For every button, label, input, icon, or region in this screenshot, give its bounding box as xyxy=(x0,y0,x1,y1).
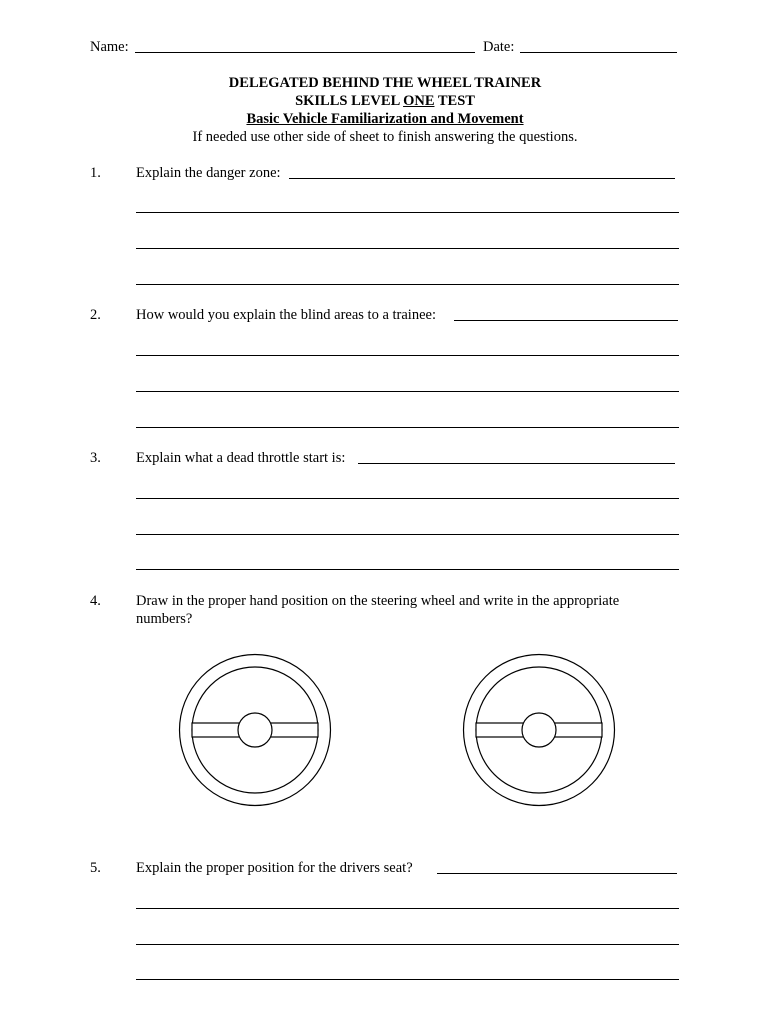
question-text-4-cont: numbers? xyxy=(136,611,193,627)
section-heading xyxy=(0,110,770,128)
name-field[interactable] xyxy=(135,52,475,53)
level-prefix: SKILLS LEVEL xyxy=(295,93,404,109)
answer-line[interactable] xyxy=(136,355,679,356)
question-number-5: 5. xyxy=(90,860,101,876)
question-number-1: 1. xyxy=(90,165,101,181)
page-subtitle-level xyxy=(0,92,770,110)
answer-line[interactable] xyxy=(136,284,679,285)
page-title: DELEGATED BEHIND THE WHEEL TRAINER xyxy=(228,75,542,91)
date-label: Date: xyxy=(483,39,515,55)
answer-line[interactable] xyxy=(136,569,679,570)
answer-line[interactable] xyxy=(136,248,679,249)
answer-line[interactable] xyxy=(136,979,679,980)
answer-line[interactable] xyxy=(136,391,679,392)
question-text-3: Explain what a dead throttle start is: xyxy=(136,450,346,466)
steering-wheel-diagram-right[interactable] xyxy=(462,653,616,807)
answer-line[interactable] xyxy=(136,212,679,213)
question-number-4: 4. xyxy=(90,593,101,609)
answer-line[interactable] xyxy=(358,463,675,464)
question-text-5: Explain the proper position for the drivers seat? xyxy=(136,860,413,876)
level-suffix: TEST xyxy=(434,93,475,109)
question-text-4: Draw in the proper hand position on the steering wheel and write in the appropriate xyxy=(136,593,620,609)
instructions: If needed use other side of sheet to finish answering the questions. xyxy=(192,129,578,145)
steering-wheel-diagram-left[interactable] xyxy=(178,653,332,807)
answer-line[interactable] xyxy=(289,178,675,179)
answer-line[interactable] xyxy=(437,873,677,874)
question-number-2: 2. xyxy=(90,307,101,323)
question-text-1: Explain the danger zone: xyxy=(136,165,281,181)
answer-line[interactable] xyxy=(136,534,679,535)
answer-line[interactable] xyxy=(136,908,679,909)
answer-line[interactable] xyxy=(136,427,679,428)
date-field[interactable] xyxy=(520,52,677,53)
section-heading-text: Basic Vehicle Familiarization and Movement xyxy=(246,111,524,127)
answer-line[interactable] xyxy=(454,320,678,321)
level-emphasis: ONE xyxy=(403,93,435,109)
answer-line[interactable] xyxy=(136,944,679,945)
answer-line[interactable] xyxy=(136,498,679,499)
question-number-3: 3. xyxy=(90,450,101,466)
question-text-2: How would you explain the blind areas to a trainee: xyxy=(136,307,436,323)
name-label: Name: xyxy=(90,39,129,55)
